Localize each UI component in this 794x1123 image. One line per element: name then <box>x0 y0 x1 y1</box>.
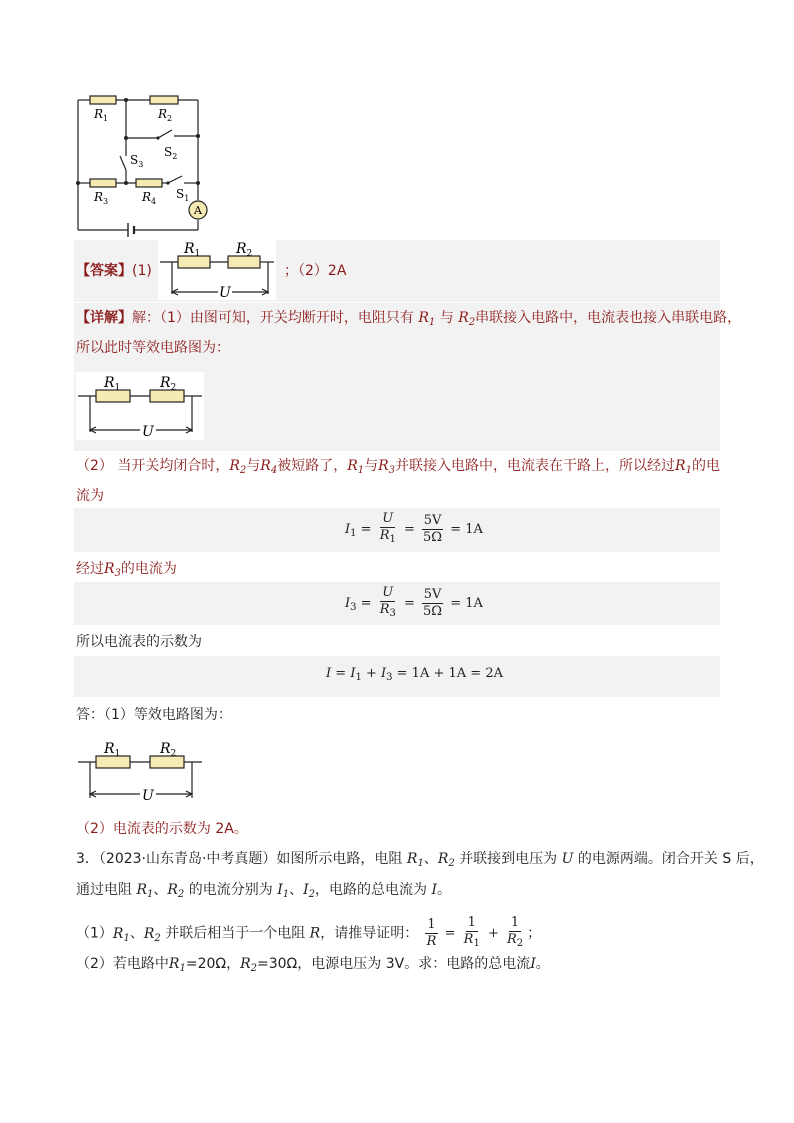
svg-text:S3: $S_3$ <box>130 153 144 169</box>
answer-part2: ；（2）2A <box>284 263 347 279</box>
svg-text:U: U <box>142 424 154 440</box>
equation-i3: $I_3$ = $\frac{U}{R_3}$ = $\frac{5V}{5\Omega}$ = 1A <box>345 585 483 619</box>
equivalent-circuit-2 <box>76 738 204 806</box>
detail-line2: 所以此时等效电路图为： <box>76 340 230 356</box>
svg-text:R1: $R_1$ <box>184 241 201 259</box>
equation-i1: $I_1$ = $\frac{U}{R_1}$ = $\frac{5V}{5\Omega}$ = 1A <box>345 511 483 545</box>
svg-text:S2: $S_2$ <box>164 145 178 161</box>
parallel-formula: $\frac{1}{R}$ = $\frac{1}{R_1}$ + $\frac{1}{R_2}$ <box>426 915 524 949</box>
detail-p2-line2: 流为 <box>76 488 104 504</box>
detail-p2-line1: （2） 当开关均闭合时，$R_2$与$R_4$被短路了，$R_1$与$R_3$并联接入电路中，电流表在干路上，所以经过$R_1$的电 <box>76 458 720 476</box>
via-r3-line: 经过$R_3$的电流为 <box>76 561 177 579</box>
q3-sub1: $(1)R_1$、$R_2$ 并联后相当于一个电阻 R，请推导证明： $\frac{1}{R}$ = $\frac{1}{R_1}$ + $\frac{1}{R_2}$ ； <box>76 915 541 952</box>
svg-text:S1: $S_1$ <box>176 187 190 203</box>
answer-summary-line: 答：（1）等效电路图为： <box>76 707 232 723</box>
answer-part2-summary: （2）电流表的示数为 2A。 <box>76 821 248 837</box>
ammeter-label: A <box>194 204 202 217</box>
circuit-diagram <box>70 90 220 238</box>
svg-text:R1: $R_1$ <box>104 741 121 759</box>
q3-sub2: （2）若电路中$R_1=20\Omega$，$R_2=30\Omega$，电源电压为 3V。求：电路的总电流I。 <box>76 956 550 974</box>
equivalent-circuit-1 <box>76 372 204 440</box>
svg-text:R2: $R_2$ <box>236 241 253 259</box>
svg-text:R2: $R_2$ <box>158 107 173 123</box>
svg-text:R4: $R_4$ <box>142 190 157 206</box>
svg-text:R3: $R_3$ <box>94 190 109 206</box>
svg-text:U: U <box>219 285 231 300</box>
svg-text:R1: $R_1$ <box>104 375 121 393</box>
equation-total: $I = I_1 + I_3 = 1A + 1A = 2A$ <box>326 666 503 683</box>
svg-text:R2: $R_2$ <box>160 375 177 393</box>
svg-text:R1: $R_1$ <box>94 107 109 123</box>
svg-text:R2: $R_2$ <box>160 741 177 759</box>
svg-text:U: U <box>142 788 154 804</box>
equivalent-circuit-answer <box>158 240 276 300</box>
answer-line: 【答案】(1) <box>76 263 152 279</box>
ammeter-reading-line: 所以电流表的示数为 <box>76 634 202 650</box>
q3-line1: 3．（2023·山东青岛·中考真题）如图所示电路，电阻 $R_1$、$R_2$ 并联接到电压为 U 的电源两端。闭合开关 S 后， <box>76 851 764 869</box>
detail-line1: 【详解】解：（1）由图可知，开关均断开时，电阻只有 $R_1$ 与 $R_2$串联接入电路中，电流表也接入串联电路， <box>76 310 742 328</box>
q3-line2: 通过电阻 $R_1$、$R_2$ 的电流分别为 $I_1$、$I_2$，电路的总电流为 I。 <box>76 882 451 900</box>
